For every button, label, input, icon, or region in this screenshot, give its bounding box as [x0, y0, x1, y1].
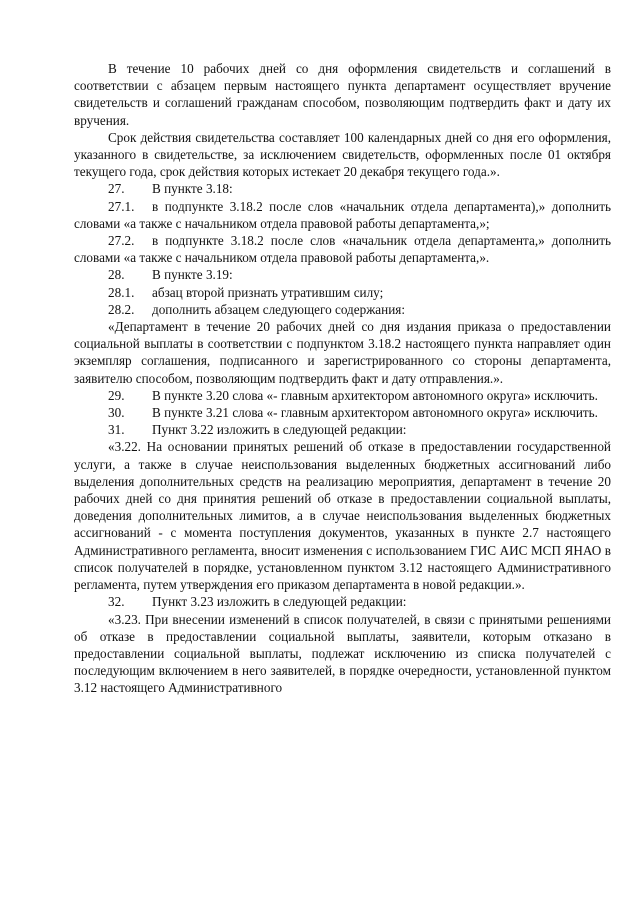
paragraph: «3.23. При внесении изменений в список получателей, в связи с принятыми решениями об отказе в предоставлении социальной выплаты, заявители, которым отказано в предоставлении социальной выплаты, подлежат исключению из списка получателей с последующим включением в него заявителей, в порядке очередности, установленной пунктом 3.12 настоящего Административного: [74, 611, 611, 696]
item-number: 29.: [108, 387, 125, 403]
item-number: 27.1.: [108, 198, 135, 214]
item-number: 27.: [108, 181, 125, 197]
paragraph: «3.22. На основании принятых решений об отказе в предоставлении государственной услуги, а также в случае неиспользования выделенных бюджетных ассигнований либо выделения дополнительных средств на реализацию мероприятия, департамент в течение 20 рабочих дней со дня принятия решений об отказе в предоставлении социальной выплаты, доведения дополнительных лимитов, а в случае неиспользования выделенных бюджетных ассигнований - с момента поступления документов, указанных в пункте 2.7 настоящего Административного регламента, вносит изменения с использованием ГИС АИС МСП ЯНАО в список получателей в порядке, установленном пунктом 3.12 настоящего Административного регламента, путем утверждения его приказом департамента в новой редакции.».: [74, 439, 611, 593]
list-item-28: [74, 266, 611, 283]
item-number: 30.: [108, 405, 125, 421]
paragraph: «Департамент в течение 20 рабочих дней со дня издания приказа о предоставлении социальной выплаты в соответствии с подпунктом 3.18.2 настоящего пункта направляет один экземпляр соглашения, подписанного и зарегистрированного со стороны департамента, заявителю способом, позволяющим подтвердить факт и дату отправления.».: [74, 319, 611, 386]
list-item-27-2: [74, 232, 611, 266]
list-item-30: [74, 404, 611, 421]
paragraph: Срок действия свидетельства составляет 100 календарных дней со дня его оформления, указанного в свидетельстве, за исключением свидетельств, оформленных после 01 октября текущего года, срок действия которых истекает 20 декабря текущего года.».: [74, 129, 611, 180]
paragraph: В течение 10 рабочих дней со дня оформления свидетельств и соглашений в соответствии с абзацем первым настоящего пункта департамент осуществляет вручение свидетельств и соглашений гражданам способом, позволяющим подтвердить факт и дату их вручения.: [74, 61, 611, 128]
list-item-32: [74, 593, 611, 610]
item-number: 32.: [108, 594, 125, 610]
list-item-28-1: [74, 284, 611, 301]
item-text: Пункт 3.23 изложить в следующей редакции:: [152, 594, 407, 610]
list-item-28-2: [74, 301, 611, 318]
list-item-27-1: [74, 198, 611, 232]
item-number: 28.: [108, 267, 125, 283]
item-text: абзац второй признать утратившим силу;: [152, 284, 384, 300]
item-text: Пункт 3.22 изложить в следующей редакции:: [152, 422, 407, 438]
list-item-27: [74, 180, 611, 197]
item-number: 31.: [108, 422, 125, 438]
item-text: В пункте 3.20 слова «- главным архитектором автономного округа» исключить.: [152, 387, 598, 403]
item-text: В пункте 3.18:: [152, 181, 233, 197]
item-text: в подпункте 3.18.2 после слов «начальник отдела департамента),» дополнить словами «а также с начальником отдела правовой работы департамента,»;: [74, 198, 611, 231]
item-number: 28.2.: [108, 301, 135, 317]
item-number: 27.2.: [108, 233, 135, 249]
item-text: В пункте 3.19:: [152, 267, 233, 283]
item-text: дополнить абзацем следующего содержания:: [152, 301, 406, 317]
item-number: 28.1.: [108, 284, 135, 300]
list-item-29: [74, 387, 611, 404]
item-text: В пункте 3.21 слова «- главным архитектором автономного округа» исключить.: [152, 405, 598, 421]
item-text: в подпункте 3.18.2 после слов «начальник отдела департамента,» дополнить словами «а также с начальником отдела правовой работы департамента,».: [74, 233, 611, 266]
list-item-31: [74, 421, 611, 438]
document-page: [74, 60, 611, 697]
